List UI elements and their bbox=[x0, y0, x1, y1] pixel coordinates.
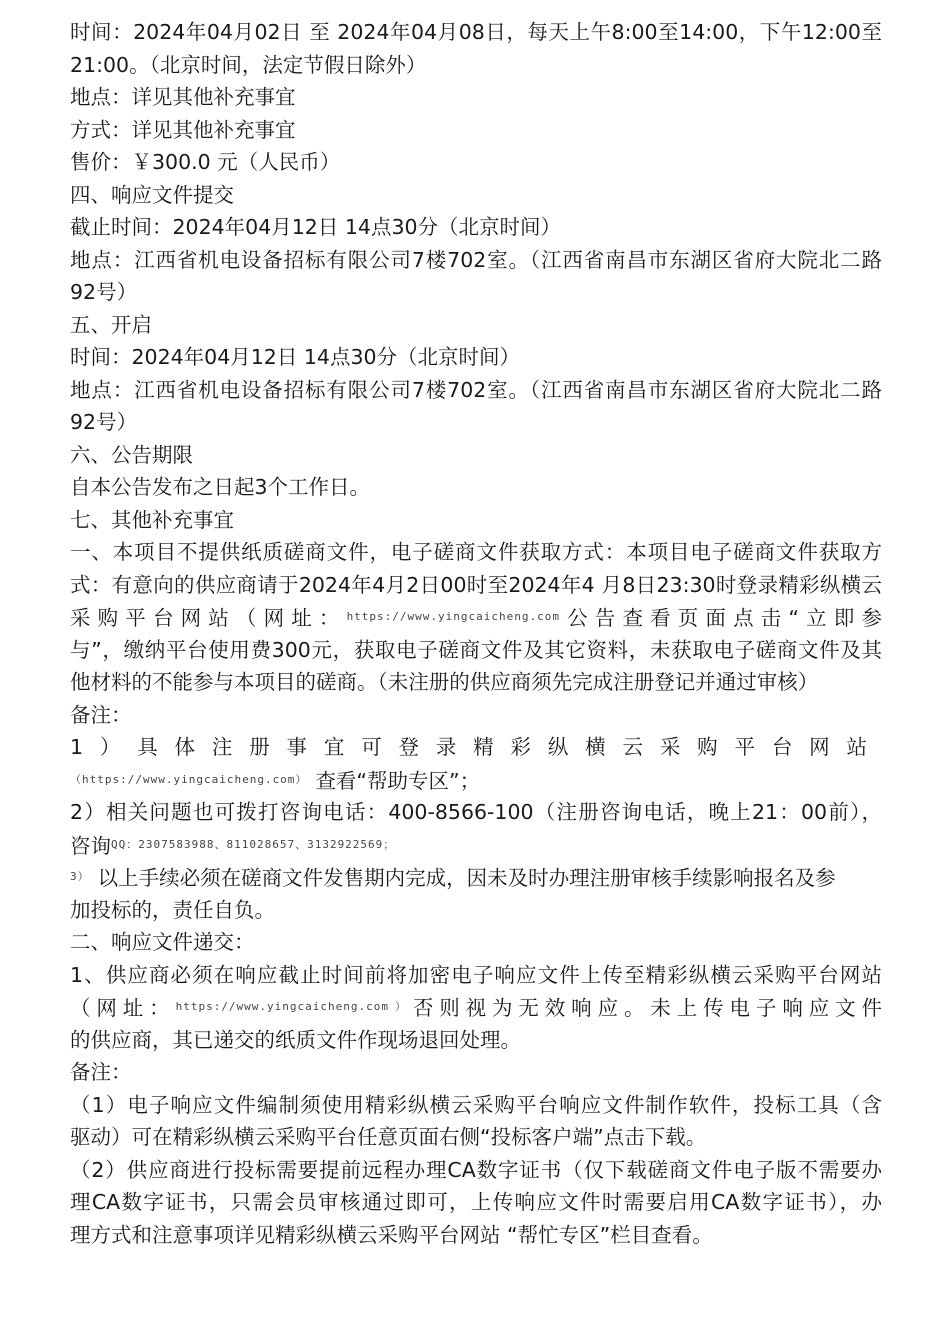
section-heading: 四、响应文件提交 bbox=[70, 182, 234, 207]
document-page bbox=[70, 16, 882, 1251]
website-url: https://www.yingcaicheng.com） bbox=[175, 1000, 413, 1013]
text-segment: （网址： bbox=[70, 996, 176, 1020]
text-line: 的供应商，其已递交的纸质文件作现场退回处理。 bbox=[70, 1027, 521, 1052]
text-line: 1、供应商必须在响应截止时间前将加密电子响应文件上传至精彩纵横云采购平台网站 bbox=[70, 962, 882, 987]
text-line: 截止时间：2024年04月12日 14点30分（北京时间） bbox=[70, 215, 562, 239]
text-line: 地点：江西省机电设备招标有限公司7楼702室。（江西省南昌市东湖区省府大院北二路 bbox=[70, 377, 882, 402]
text-line: 2）相关问题也可拨打咨询电话：400-8566-100（注册咨询电话，晚上21：00前）， bbox=[70, 800, 882, 824]
text-line: （2）供应商进行投标需要提前远程办理CA数字证书（仅下载磋商文件电子版不需要办 bbox=[70, 1157, 882, 1182]
text-line: 自本公告发布之日起3个工作日。 bbox=[70, 475, 371, 499]
text-segment: 以上手续必须在磋商文件发售期内完成，因未及时办理注册审核手续影响报名及参 bbox=[97, 866, 836, 890]
text-line: 驱动）可在精彩纵横云采购平台任意页面右侧“投标客户端”点击下载。 bbox=[70, 1125, 707, 1149]
text-line: 时间：2024年04月02日 至 2024年04月08日，每天上午8:00至14:00，下午12:00至 bbox=[70, 20, 882, 44]
section-heading: 五、开启 bbox=[70, 312, 152, 337]
list-number: 3） bbox=[70, 870, 90, 883]
text-line: 他材料的不能参与本项目的磋商。（未注册的供应商须先完成注册登记并通过审核） bbox=[70, 670, 819, 694]
text-line: 21:00。（北京时间，法定节假日除外） bbox=[70, 52, 427, 77]
text-line: 方式：详见其他补充事宜 bbox=[70, 117, 296, 142]
text-segment: 公告查看页面点击“立即参 bbox=[560, 606, 882, 630]
text-segment: 否则视为无效响应。未上传电子响应文件 bbox=[412, 996, 882, 1020]
text-line: （1）电子响应文件编制须使用精彩纵横云采购平台响应文件制作软件，投标工具（含 bbox=[70, 1092, 882, 1117]
text-line bbox=[70, 829, 882, 862]
text-line bbox=[70, 991, 882, 1024]
text-line: 时间：2024年04月12日 14点30分（北京时间） bbox=[70, 345, 521, 369]
text-segment: 查看“帮助专区”； bbox=[315, 768, 481, 793]
text-line: 加投标的，责任自负。 bbox=[70, 897, 275, 922]
text-line: 92号） bbox=[70, 280, 138, 304]
text-line: 92号） bbox=[70, 410, 138, 434]
section-heading: 六、公告期限 bbox=[70, 442, 193, 467]
text-line: 式：有意向的供应商请于2024年4月2日00时至2024年4 月8日23:30时登录精彩纵横云 bbox=[70, 572, 882, 597]
text-line: 与”，缴纳平台使用费300元，获取电子磋商文件及其它资料，未获取电子磋商文件及其 bbox=[70, 637, 882, 662]
text-line: 1）具体注册事宜可登录精彩纵横云采购平台网站 bbox=[70, 735, 882, 759]
text-line: 售价：￥300.0 元（人民币） bbox=[70, 150, 341, 174]
text-segment: 咨询 bbox=[70, 833, 111, 858]
website-url: （https://www.yingcaicheng.com） bbox=[70, 772, 308, 786]
text-segment: 采购平台网站（网址： bbox=[70, 606, 347, 630]
text-line: 一、本项目不提供纸质磋商文件，电子磋商文件获取方式：本项目电子磋商文件获取方 bbox=[70, 540, 882, 564]
text-line: 备注： bbox=[70, 1060, 132, 1084]
text-line bbox=[70, 764, 882, 797]
text-line bbox=[70, 601, 882, 634]
section-heading: 二、响应文件递交： bbox=[70, 930, 255, 954]
qq-numbers: QQ：2307583988、811028657、3132922569； bbox=[111, 837, 396, 851]
website-url: https://www.yingcaicheng.com bbox=[346, 610, 560, 623]
text-line: 地点：江西省机电设备招标有限公司7楼702室。（江西省南昌市东湖区省府大院北二路 bbox=[70, 247, 882, 272]
text-line: 理CA数字证书，只需会员审核通过即可，上传响应文件时需要启用CA数字证书），办 bbox=[70, 1190, 882, 1214]
text-line: 理方式和注意事项详见精彩纵横云采购平台网站 “帮忙专区”栏目查看。 bbox=[70, 1222, 713, 1247]
section-heading: 七、其他补充事宜 bbox=[70, 507, 234, 532]
text-line bbox=[70, 861, 882, 894]
text-line: 地点：详见其他补充事宜 bbox=[70, 85, 296, 109]
text-line: 备注： bbox=[70, 702, 132, 727]
